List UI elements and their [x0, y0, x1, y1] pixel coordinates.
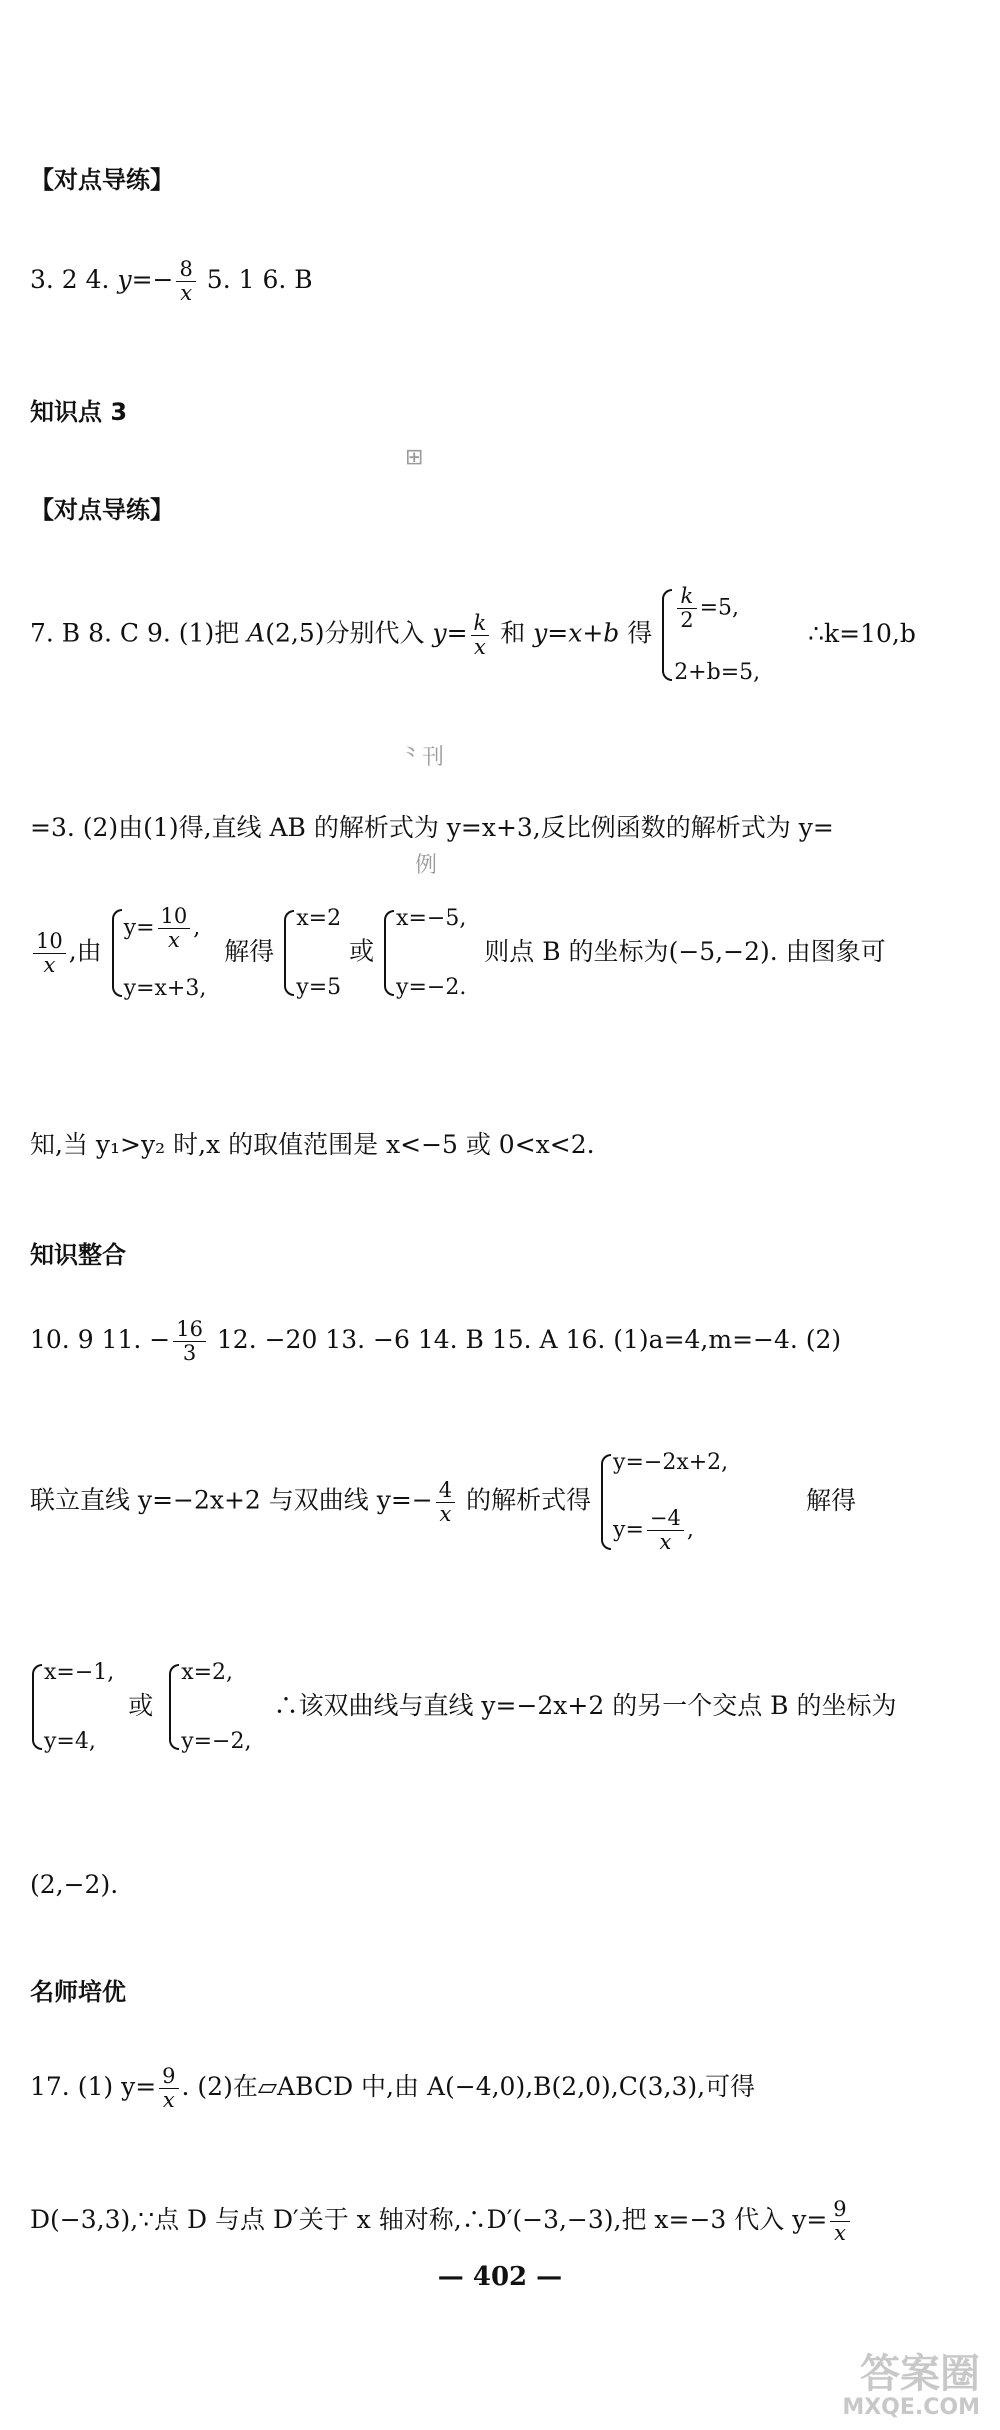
text: = [446, 618, 468, 648]
text: 解得 [224, 936, 275, 966]
denominator: x [43, 952, 56, 977]
watermark-url: MXQE.COM [842, 2394, 980, 2420]
numerator: −4 [647, 1507, 684, 1531]
text: 3. 2 4. [30, 265, 118, 295]
numerator: 8 [176, 258, 195, 282]
system-row: y=4, [44, 1729, 96, 1754]
section-header-1: 【对点导练】 [30, 166, 174, 194]
fraction [471, 612, 490, 659]
text: 则点 B 的坐标为(−5,−2). 由图象可 [484, 936, 886, 966]
system-row: y=−2x+2, [613, 1450, 729, 1475]
solution-system [382, 906, 466, 1000]
system-row: x=2, [181, 1660, 234, 1685]
answer-line-10 [30, 2065, 970, 2112]
equation-system [599, 1450, 728, 1554]
system-row: x=−5, [396, 906, 467, 932]
denominator: x [473, 634, 486, 659]
answer-line-8 [30, 1660, 970, 1754]
answer-line-3: =3. (2)由(1)得,直线 AB 的解析式为 y=x+3,反比例函数的解析式为 y= [30, 813, 834, 842]
section-header-3: 【对点导练】 [30, 496, 174, 524]
faint-mark: ⊞ [405, 445, 424, 470]
numerator: 10 [33, 930, 66, 954]
equation-system [110, 905, 207, 1001]
answer-line-2 [30, 585, 970, 685]
numerator: k [677, 585, 696, 609]
text: 12. −20 13. −6 14. B 15. A 16. (1)a=4,m=−4. (2) [208, 1325, 842, 1355]
system-row: x=2 [296, 906, 342, 932]
denominator: 2 [680, 608, 694, 633]
section-header-5: 名师培优 [30, 1978, 126, 2006]
answer-line-9: (2,−2). [30, 1870, 119, 1899]
fraction [176, 258, 195, 305]
system-row [124, 905, 207, 952]
answer-line-6 [30, 1318, 970, 1365]
system-row: 2+b=5, [674, 660, 761, 686]
faint-mark: 例 [415, 853, 438, 878]
watermark [842, 2352, 980, 2420]
denominator: x [162, 2088, 175, 2113]
point: A [247, 618, 266, 648]
row-text: y= [123, 915, 155, 941]
text: 7. B 8. C 9. (1)把 [30, 618, 248, 648]
row-text: , [686, 1517, 694, 1543]
text: ∴k=10,b [808, 618, 916, 648]
text: 或 [128, 1690, 154, 1720]
text: ∴该双曲线与直线 y=−2x+2 的另一个交点 B 的坐标为 [273, 1690, 897, 1720]
fraction [33, 930, 66, 977]
fraction [158, 905, 191, 952]
numerator: 10 [158, 905, 191, 929]
text: 联立直线 y=−2x+2 与双曲线 y=− [30, 1485, 433, 1515]
text: 5. 1 6. B [198, 265, 313, 295]
page-number: — 402 — [437, 2262, 563, 2292]
text: 的解析式得 [458, 1485, 592, 1515]
denominator: x [167, 928, 180, 953]
fraction [830, 2198, 849, 2245]
text: 10. 9 11. − [30, 1325, 171, 1355]
system-row: y=−2. [396, 975, 467, 1001]
system-row: y=5 [296, 975, 342, 1001]
faint-mark: ⺀刊 [400, 745, 445, 770]
text: =− [131, 265, 174, 295]
var: y [117, 265, 132, 295]
numerator: 16 [173, 1318, 206, 1342]
denominator: x [659, 1530, 672, 1555]
row-text: , [193, 915, 201, 941]
solution-system [282, 906, 341, 1000]
system-row [674, 585, 760, 632]
text: (2,5)分别代入 [265, 618, 433, 648]
row-text: =5, [699, 595, 739, 621]
solution-system [167, 1660, 251, 1754]
section-header-4: 知识整合 [30, 1241, 126, 1269]
fraction [173, 1318, 206, 1365]
answer-line-4 [30, 905, 970, 1001]
fraction [159, 2065, 178, 2112]
system-row [613, 1507, 728, 1554]
denominator: x [180, 281, 193, 306]
text: 和 [492, 618, 534, 648]
answer-line-7 [30, 1450, 970, 1554]
denominator: x [834, 2221, 846, 2246]
fraction [436, 1479, 455, 1526]
text: D(−3,3),∵点 D 与点 D′关于 x 轴对称,∴D′(−3,−3),把 x=−3 代入 y= [30, 2205, 828, 2235]
text: 或 [349, 936, 375, 966]
system-row: x=−1, [44, 1660, 115, 1685]
numerator: 9 [830, 2198, 849, 2222]
equation-system [660, 585, 760, 685]
text: 得 [619, 618, 653, 648]
text: 17. (1) y= [30, 2072, 157, 2102]
system-row: y=−2, [181, 1729, 252, 1754]
expr: y=x+b [533, 618, 620, 648]
fraction [647, 1507, 684, 1554]
section-header-2: 知识点 3 [30, 398, 128, 426]
answer-line-5: 知,当 y₁>y₂ 时,x 的取值范围是 x<−5 或 0<x<2. [30, 1130, 595, 1159]
solution-system [30, 1660, 114, 1754]
fraction [677, 585, 696, 632]
text: 解得 [806, 1485, 857, 1515]
system-row: y=x+3, [123, 976, 207, 1002]
text: . (2)在▱ABCD 中,由 A(−4,0),B(2,0),C(3,3),可得 [181, 2072, 756, 2102]
text: ,由 [68, 936, 102, 966]
numerator: 9 [159, 2065, 178, 2089]
var: y [432, 618, 447, 648]
answer-line-11 [30, 2198, 970, 2245]
numerator: 4 [436, 1479, 455, 1503]
numerator: k [471, 612, 490, 636]
row-text: y= [613, 1517, 644, 1543]
answer-line-1 [30, 258, 970, 305]
denominator: x [439, 1501, 452, 1526]
denominator: 3 [182, 1341, 197, 1366]
watermark-title: 答案圈 [860, 2350, 980, 2397]
